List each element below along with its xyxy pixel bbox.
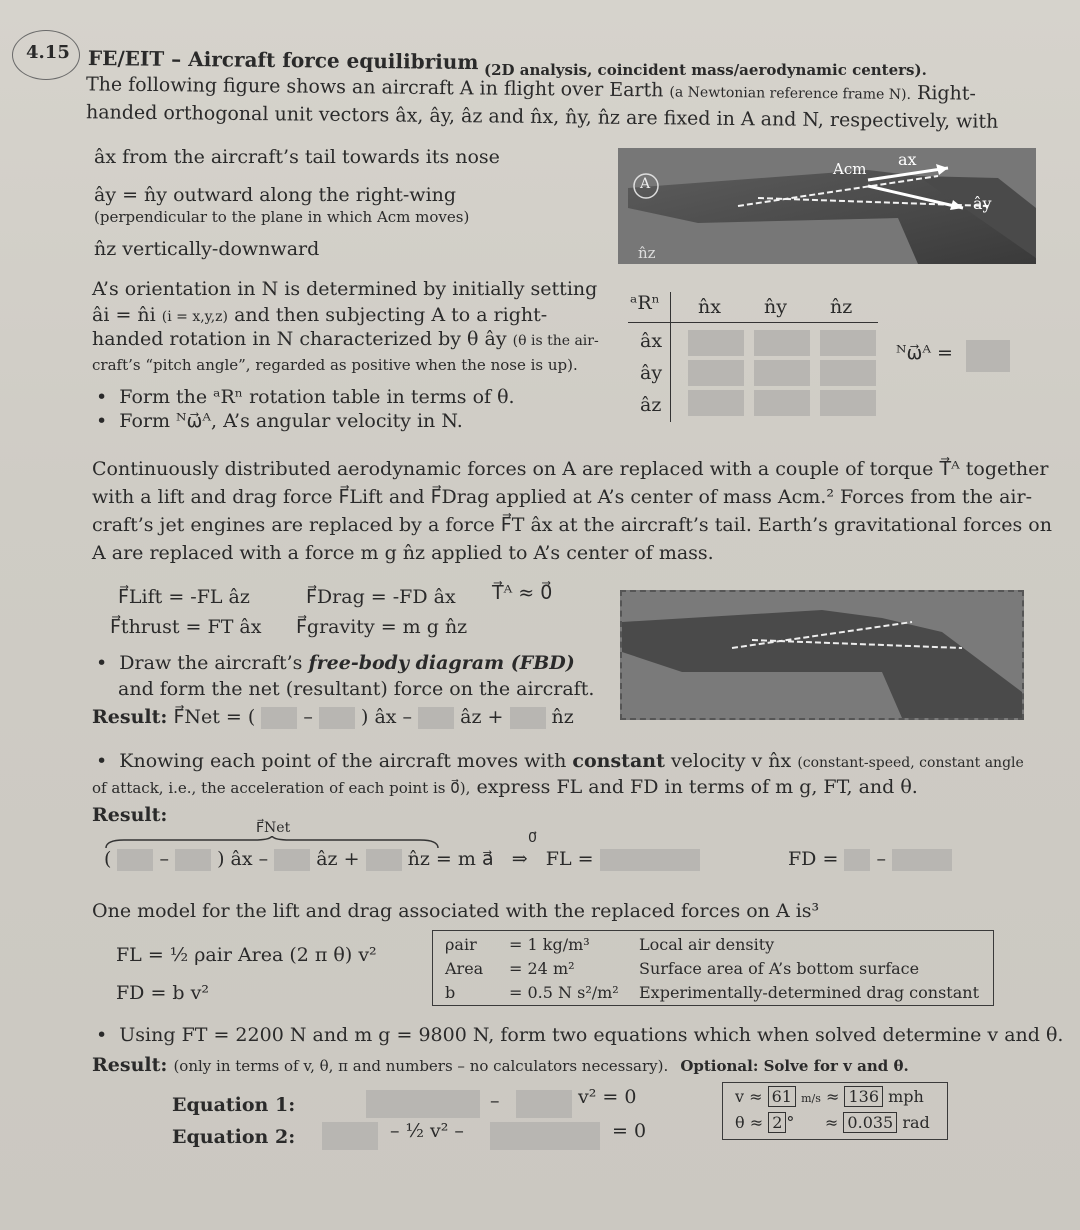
velocity-answer-1[interactable]	[117, 849, 153, 871]
fbd-az-plus: âz +	[460, 706, 504, 728]
col-header-ny: n̂y	[764, 296, 787, 318]
orientation-ai: âi = n̂i	[92, 304, 156, 326]
fbd-minus: –	[303, 706, 313, 728]
equation-2-answer-1[interactable]	[322, 1122, 378, 1150]
fd-result	[788, 848, 952, 871]
v-mph-value: 136	[844, 1086, 883, 1107]
velocity-text-2b: express FL and FD in terms of m g, FT, and θ.	[476, 776, 918, 798]
theta-result	[735, 1113, 930, 1132]
orientation-rotation: and then subjecting A to a right-	[234, 304, 548, 326]
v-unit: m/s	[801, 1092, 821, 1105]
angular-velocity-label: ᴺω⃗ᴬ =	[896, 342, 953, 364]
fd-answer-2[interactable]	[892, 849, 952, 871]
problem-heading: FE/EIT – Aircraft force equilibrium	[87, 45, 479, 75]
table-cell[interactable]	[820, 330, 876, 356]
optional-results-box	[722, 1082, 948, 1140]
fbd-result-label: Result:	[92, 706, 168, 728]
constant-symbol: Area	[445, 959, 484, 978]
figure-label-nz: n̂z	[638, 244, 656, 262]
zero-overscript: 0⃗	[528, 830, 537, 846]
table-cell[interactable]	[820, 390, 876, 416]
implies-arrow: ⇒	[511, 848, 528, 870]
approx-sign: ≈	[825, 1087, 840, 1106]
constant-value: = 0.5 N s²/m²	[509, 983, 619, 1002]
angular-velocity-answer[interactable]	[966, 340, 1010, 372]
table-cell[interactable]	[688, 330, 744, 356]
fd-minus: –	[876, 848, 886, 870]
velocity-result	[735, 1087, 924, 1106]
fd-label: FD =	[788, 848, 839, 870]
orientation-bullet-1: • Form the ᵃRⁿ rotation table in terms of θ.	[96, 386, 515, 408]
fbd-result	[92, 706, 574, 729]
velocity-answer-4[interactable]	[366, 849, 402, 871]
col-header-nz: n̂z	[830, 296, 853, 318]
approx-sign: ≈	[824, 1113, 839, 1132]
aircraft-figure-fbd	[620, 590, 1024, 720]
figure-label-ax: ax	[898, 150, 917, 169]
velocity-text-2a: of attack, i.e., the acceleration of each point is 0⃗),	[92, 779, 471, 797]
constant-description: Surface area of A’s bottom surface	[639, 959, 920, 978]
fbd-answer-1[interactable]	[261, 707, 297, 729]
velocity-line-1: • Knowing each point of the aircraft moves with constant velocity v n̂x (constant-speed, constant angle	[96, 750, 1024, 772]
fnet-overbrace-label: F⃗Net	[256, 820, 291, 836]
figure-label-ay: ây	[973, 194, 992, 213]
fl-label: FL =	[545, 848, 594, 870]
velocity-text-c: velocity v n̂x	[670, 750, 792, 772]
rad-unit: rad	[902, 1113, 930, 1132]
orientation-index-note: (i = x,y,z)	[161, 309, 229, 325]
constant-description: Experimentally-determined drag constant	[639, 983, 979, 1002]
equation-2-tail: = 0	[612, 1120, 647, 1142]
v-value: 61	[768, 1086, 796, 1107]
rotation-table-corner: ᵃRⁿ	[630, 292, 660, 314]
final-result-label: Result:	[92, 1054, 168, 1076]
intro-text: The following figure shows an aircraft A in flight over Earth	[85, 73, 664, 102]
orientation-line-4: craft’s “pitch angle”, regarded as positive when the nose is up).	[92, 356, 578, 374]
intro-tail: Right-	[916, 82, 977, 105]
final-result-note: (only in terms of v, θ, π and numbers – no calculators necessary).	[173, 1057, 669, 1075]
model-lift-equation: FL = ½ ρair Area (2 π θ) v²	[116, 944, 377, 966]
velocity-note: (constant-speed, constant angle	[797, 755, 1024, 771]
orientation-line-3	[92, 328, 599, 350]
model-drag-equation: FD = b v²	[116, 982, 209, 1004]
table-cell[interactable]	[688, 390, 744, 416]
velocity-ax-minus: ) âx –	[217, 848, 269, 870]
final-line-2	[92, 1054, 909, 1076]
orientation-pitch: handed rotation in N characterized by θ ây	[92, 328, 507, 350]
eq-thrust: F⃗thrust = FT âx	[110, 616, 262, 638]
table-cell[interactable]	[820, 360, 876, 386]
figure-label-acm: Acm	[833, 160, 867, 178]
velocity-answer-3[interactable]	[274, 849, 310, 871]
model-constants-box	[432, 930, 994, 1006]
figure-label-a: A	[640, 176, 651, 192]
table-cell[interactable]	[754, 330, 810, 356]
forces-para-1: Continuously distributed aerodynamic forces on A are replaced with a couple of torque T⃗ᴬ together	[92, 458, 1049, 480]
intro-note: (a Newtonian reference frame N).	[669, 84, 912, 103]
row-header-ay: ây	[640, 362, 663, 384]
theta-value: 2	[768, 1112, 786, 1133]
aircraft-figure-top	[618, 148, 1036, 264]
constant-symbol: ρair	[445, 935, 477, 954]
velocity-result-label: Result:	[92, 804, 168, 826]
velocity-minus: –	[159, 848, 169, 870]
model-intro: One model for the lift and drag associated with the replaced forces on A is³	[92, 900, 820, 922]
problem-number: 4.15	[26, 42, 70, 63]
orientation-bullet-2: • Form ᴺω⃗ᴬ, A’s angular velocity in N.	[96, 410, 463, 432]
ax-description: âx from the aircraft’s tail towards its nose	[94, 146, 500, 168]
v-label: v ≈	[735, 1087, 763, 1106]
table-vertical-rule	[670, 292, 671, 422]
forces-para-4: A are replaced with a force m g n̂z applied to A’s center of mass.	[92, 542, 714, 564]
eq-lift: F⃗Lift = -FL âz	[118, 586, 250, 608]
equation-2-label: Equation 2:	[172, 1126, 296, 1148]
table-horizontal-rule	[628, 322, 878, 323]
constant-symbol: b	[445, 983, 456, 1002]
fbd-answer-2[interactable]	[319, 707, 355, 729]
velocity-az-plus: âz +	[316, 848, 360, 870]
heading-note: (2D analysis, coincident mass/aerodynamic centers).	[484, 61, 927, 79]
equation-1-minus: –	[490, 1090, 500, 1112]
constant-description: Local air density	[639, 935, 775, 954]
equation-1-tail: v² = 0	[578, 1086, 637, 1108]
row-header-az: âz	[640, 394, 662, 416]
fbd-bullet: • Draw the aircraft’s free-body diagram (FBD)	[96, 652, 575, 674]
velocity-eq-tail: n̂z = m a⃗	[407, 848, 494, 870]
final-text: Using FT = 2200 N and m g = 9800 N, form two equations which when solved determine v and θ.	[119, 1024, 1064, 1046]
fbd-answer-3[interactable]	[418, 707, 454, 729]
row-header-ax: âx	[640, 330, 663, 352]
fbd-fnet-label: F⃗Net = (	[173, 706, 256, 728]
bullet-rotation-table: Form the ᵃRⁿ rotation table in terms of θ.	[119, 386, 515, 408]
equation-1-answer-2[interactable]	[516, 1090, 572, 1118]
eq-torque: T⃗ᴬ ≈ 0⃗	[492, 582, 553, 604]
table-cell[interactable]	[754, 360, 810, 386]
forces-para-2: with a lift and drag force F⃗Lift and F⃗Drag applied at A’s center of mass Acm.² Forces from the air-	[92, 486, 1032, 508]
orientation-line-2	[92, 304, 547, 326]
ay-description: ây = n̂y outward along the right-wing	[94, 184, 457, 206]
col-header-nx: n̂x	[698, 296, 721, 318]
fbd-emphasis: free-body diagram (FBD)	[308, 652, 575, 674]
forces-para-3: craft’s jet engines are replaced by a force F⃗T âx at the aircraft’s tail. Earth’s gravitational forces on	[92, 514, 1052, 536]
table-cell[interactable]	[754, 390, 810, 416]
theta-label: θ ≈	[735, 1113, 764, 1132]
theta-rad-value: 0.035	[843, 1112, 897, 1133]
nz-description: n̂z vertically-downward	[94, 238, 320, 260]
orientation-pitch-note: (θ is the air-	[512, 333, 599, 349]
velocity-answer-2[interactable]	[175, 849, 211, 871]
final-optional: Optional: Solve for v and θ.	[680, 1057, 909, 1075]
intro-line-2: handed orthogonal unit vectors âx, ây, âz and n̂x, n̂y, n̂z are fixed in A and N, respectively, with	[85, 101, 999, 133]
fd-answer-1[interactable]	[844, 849, 870, 871]
table-cell[interactable]	[688, 360, 744, 386]
equation-2-answer-2[interactable]	[490, 1122, 600, 1150]
equation-2-mid: – ½ v² –	[390, 1120, 464, 1142]
constant-value: = 24 m²	[509, 959, 575, 978]
mph-unit: mph	[888, 1087, 924, 1106]
eq-gravity: F⃗gravity = m g n̂z	[296, 616, 468, 638]
fbd-nz: n̂z	[551, 706, 574, 728]
aircraft-fbd-illustration	[622, 592, 1022, 718]
bullet-angular-velocity: Form ᴺω⃗ᴬ, A’s angular velocity in N.	[119, 410, 463, 432]
constant-value: = 1 kg/m³	[509, 935, 590, 954]
equation-1-answer-1[interactable]	[366, 1090, 480, 1118]
fl-answer[interactable]	[600, 849, 700, 871]
fbd-bullet-text: Draw the aircraft’s	[119, 652, 303, 674]
ay-note: (perpendicular to the plane in which Acm moves)	[94, 208, 470, 226]
fbd-line-2: and form the net (resultant) force on the aircraft.	[118, 678, 595, 700]
velocity-constant: constant	[572, 750, 665, 772]
orientation-line-1: A’s orientation in N is determined by initially setting	[92, 278, 598, 300]
velocity-text-a: Knowing each point of the aircraft moves with	[119, 750, 567, 772]
eq-drag: F⃗Drag = -FD âx	[306, 586, 456, 608]
final-line-1: • Using FT = 2200 N and m g = 9800 N, form two equations which when solved determine v and θ.	[96, 1024, 1064, 1046]
velocity-line-2	[92, 776, 918, 798]
velocity-equation: ( – ) âx – âz + n̂z = m a⃗ ⇒ FL =	[104, 848, 700, 871]
theta-unit: °	[786, 1113, 795, 1132]
fbd-ax-minus: ) âx –	[361, 706, 413, 728]
fbd-answer-4[interactable]	[510, 707, 546, 729]
equation-1-label: Equation 1:	[172, 1094, 296, 1116]
